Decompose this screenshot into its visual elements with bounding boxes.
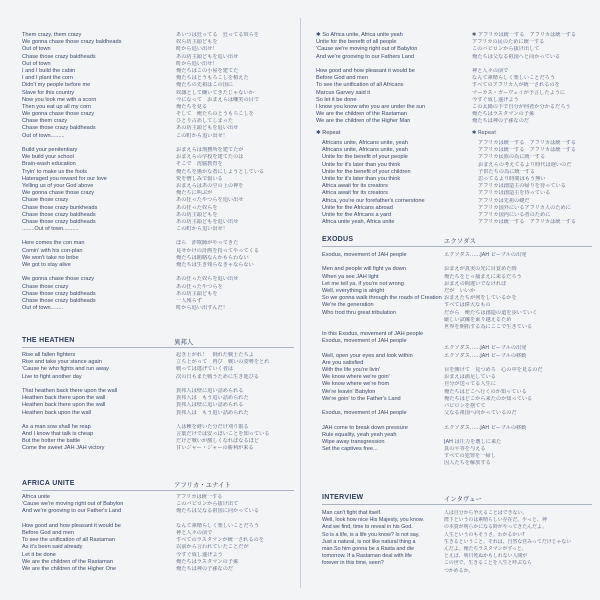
lyric-line: あの坊主頭どもを [176, 211, 218, 218]
lyric-line: Unite for it's later than you think [322, 161, 401, 168]
lyric-line: 'Cause we're moving right out of Babylon [316, 46, 418, 53]
lyric-line: We are the children of the Higher Man [316, 118, 411, 125]
lyric-line: 人は自分から争えることはできない。 [444, 510, 528, 516]
lyric-line: 以前から言われていたことだが [176, 544, 249, 551]
lyric-line: Chase those crazy baldheads [22, 290, 96, 297]
lyric-line: 言葉だけでは安っぽいことを知っている [176, 431, 270, 438]
lyric-line: 俺たちを見る [176, 103, 208, 110]
lyric-line: このバビロンから抜け出して [472, 46, 540, 53]
lyric-line: あの坊主頭どもを追い出せ [176, 218, 239, 225]
lyric-line: あいつは狂ってる 狂ってる奴らを [176, 32, 260, 38]
lyric-line: すべてのラスタマンが統一されるのを [176, 537, 264, 544]
lyric-line [176, 381, 296, 388]
lyric-line: あの坊主頭どもを追い出せ [176, 125, 239, 132]
exodus-title-japanese: エクソダス [444, 237, 476, 245]
lyric-line: Just a natural, is not like natural thing a [322, 538, 416, 545]
lyric-line: 俺たちは神の子孫なのだ [472, 118, 530, 125]
page-gutter [300, 18, 301, 588]
lyric-line: 立ち上がって 再び 戦いの姿勢をとれ [176, 359, 270, 366]
bullet-mark-icon: ✱ [472, 130, 478, 136]
lyric-line [316, 61, 466, 68]
lyric-line: 陛下というのは素晴らしい存在だ。やっと、神 [444, 517, 547, 524]
lyric-line: 生きるということ、それは、自然な営みってだけじゃない [444, 538, 572, 545]
lyric-line: アフリカ国外にいるアフリカ人のために [478, 204, 571, 211]
lyric-line [22, 140, 162, 147]
lyric-line: Chase those crazy bunkheads [22, 204, 98, 211]
lyric-line: man.So him gonna be a Rasta and die [322, 545, 415, 552]
lyric-line: あの狂ったやつらを追い出せ [176, 197, 244, 204]
lyric-line: As a man sow shall he reap [22, 423, 91, 430]
repeat-label-japanese: ✱ Repeat [472, 130, 497, 136]
lyric-line: Yelling us of your God above [22, 182, 94, 189]
lyric-line: Who trod thru great tribulation [322, 309, 396, 316]
exodus-title: EXODUS [322, 236, 354, 243]
lyric-line: Africans unite, Africans unite, yeah [322, 140, 408, 146]
lyric-line: 異邦人は壁に追い詰められる [176, 387, 244, 394]
lyric-line: Didn't my people before me [22, 82, 91, 89]
lyric-line: And we're grooving to our Father's Land [22, 508, 122, 515]
lyric-line: Unite for it's later than you think [322, 175, 401, 182]
left-intro-english [22, 32, 162, 312]
lyric-line [176, 417, 296, 424]
lyric-line: As it's been said already [22, 544, 83, 551]
lyric-line: 異邦人は もう追い詰められた [176, 395, 249, 402]
lyric-line: ほら 詐欺師がやってきた [176, 240, 239, 247]
lyric-line: 神と人々の前で [472, 67, 509, 74]
lyric-line: We're leavin' Babylon [322, 388, 376, 395]
lyric-line: Unite for the benefit of your people [322, 154, 408, 161]
lyric-line: おまえの間違いでなければ [444, 280, 507, 287]
lyric-line: おまえらは刑務所を建てたが [176, 147, 244, 153]
lyric-line: あの狂ったやつらを [176, 283, 223, 290]
lyric-line: 子供たちの為に統一する [478, 168, 536, 175]
left-intro-japanese [176, 32, 296, 312]
heathen-header [22, 337, 294, 351]
lyric-line: Before God and men [22, 529, 74, 536]
lyric-line: エクソダス……JAH ピープルの出発 [444, 345, 527, 352]
lyric-line: We're goin' to the Father's Land [322, 395, 401, 402]
lyric-line: 一人残らず [176, 297, 202, 304]
lyric-line: Heathen back there upon the wall [22, 395, 106, 402]
lyric-line: In this Exodus, movement of JAH people [322, 331, 424, 338]
lyric-line: Africa unite yeah, Africa unite [322, 219, 395, 226]
africa-unite-header [22, 480, 294, 494]
lyric-line: Rise and take your stance again [22, 359, 102, 366]
lyric-line: 戦っては逃げていく者は [176, 366, 234, 373]
interview-rule [322, 504, 592, 505]
lyric-line: 思ってるより時間はもう無い [478, 175, 546, 182]
lyric-line: 異邦人は壁に追い詰められる [176, 402, 244, 409]
lyric-line: 俺たちの先祖はこの国に [176, 82, 234, 89]
lyric-line: だけど戦いが激しくなればなるほど [176, 438, 260, 445]
lyric-line: We got to stay alive [22, 262, 71, 268]
lyric-line: Before God and men [316, 75, 368, 82]
lyric-line: Africa await for its creators [322, 183, 388, 190]
lyric-line: おまえらの学校を建てたのは [176, 154, 244, 161]
lyric-line: なんて素晴らしく楽しいことだろう [472, 75, 556, 82]
lyric-line: Man can't fight that itself. [322, 510, 382, 516]
lyric-line: Out of town [22, 60, 51, 67]
lyric-line: Chase them crazy [22, 118, 68, 125]
lyric-line: We are the children of the Rastaman [22, 558, 113, 565]
lyric-line: 俺たちはこの小屋を建てた [176, 67, 239, 74]
interview-japanese [444, 510, 594, 575]
lyric-line: Unite for the benefit of all people [316, 39, 397, 46]
lyric-line: So let it be done [316, 96, 357, 103]
repeat-japanese [478, 140, 596, 226]
lyric-line: 厳しい試練を乗り越えるため [444, 316, 512, 323]
lyric-line: When ya see JAH light [322, 273, 379, 280]
lyric-line: Exodus, movement of JAH people [322, 338, 407, 345]
lyric-line: 甘いジャー・ジャーの勝利が来る [176, 445, 254, 452]
lyric-line: の本質が明らかになる時がやってきたんだよ。 [444, 524, 547, 531]
lyric-line: 町から追い出せ！ [176, 60, 218, 67]
lyric-line: Unite for the Africans abroad [322, 204, 393, 211]
lyric-line: 俺たちは賄賂なんかもらわない [176, 254, 249, 261]
lyric-line: Out of town [22, 46, 51, 53]
lyric-line: 父なる祖国へ向かっているのだ [444, 410, 517, 417]
lyric-line: あの狂った奴らを [176, 204, 218, 211]
lyric-line: バビロンを捨てて [444, 402, 486, 409]
lyric-line: ✱ So Africa unite, Africa unite yeah [316, 32, 403, 38]
lyric-line: We are the children of the Higher One [22, 565, 117, 572]
lyric-line: 俺たちはどこから来たのか知っている [444, 395, 533, 402]
lyric-line: だから 俺たちは創造の道を歩いていく [444, 309, 538, 316]
lyric-line [444, 259, 594, 266]
africa-unite-rule [22, 490, 294, 491]
lyric-line: But the hotter the battle [22, 438, 81, 445]
lyric-line: Hateraged you reward for our love [22, 175, 107, 182]
lyric-line: Heathen back there upon the wall [22, 402, 106, 409]
lyric-line: Live to fight another day [22, 373, 82, 380]
lyric-line: 自分が送ってる人生に [444, 381, 496, 388]
lyric-line: We gonna chase those crazy [22, 190, 95, 197]
lyric-line: アフリカは統一する アフリカは統一する [478, 140, 577, 146]
lyric-line [444, 432, 594, 439]
lyric-line: tomorrow. If a Rastaman deal with life [322, 553, 412, 560]
lyric-line: Men and people will fight ya down [322, 266, 406, 273]
africa-unite-title: AFRICA UNITE [22, 480, 75, 487]
lyric-line: Africans unite, Africans unite, yeah [322, 147, 408, 154]
lyric-line: アフリカは統一する アフリカは統一する [478, 147, 577, 154]
lyric-line [22, 417, 162, 424]
lyric-line: Chase those crazy [22, 283, 69, 290]
lyric-line: Exodus, movement of JAH people [322, 410, 407, 417]
lyric-line: Rise all fallen fighters [22, 352, 76, 358]
lyric-line: We won't take no bribe [22, 254, 79, 261]
lyric-line: Slave for this country [22, 89, 75, 96]
lyric-line: おまえらはあの空の上の神を [176, 182, 244, 189]
lyric-line: Chase those crazy baldheads [22, 297, 96, 304]
lyric-line: 今になって おまえらは嘲笑の目で [176, 96, 260, 103]
lyric-line: Out of town........ [22, 305, 64, 312]
lyric-line: And we find, time to reveal in his God. [322, 524, 413, 531]
lyric-line: So we gonna walk through the roads of Creation [322, 295, 442, 302]
lyric-line: このバビロンから抜け出て [176, 501, 239, 508]
repeat-label: ✱ Repeat [316, 130, 341, 136]
lyric-line: 今すぐ成し遂げよう [176, 551, 223, 558]
lyric-line: んだよ。俺たちラスタマンがずっと、 [444, 545, 527, 552]
lyric-line: Let me tell ya, if you're not wrong [322, 280, 404, 287]
lyric-line: Let it be done [22, 551, 56, 558]
lyric-line: Africa, you're our forefather's cornerstone [322, 197, 425, 204]
lyric-line: I and I build the cabin [22, 67, 76, 74]
lyric-line: 俺たちは生き残らなきゃならない [176, 262, 254, 268]
lyric-line: We gonna chase those crazy [22, 111, 95, 118]
lyric-line: この太陽の下で自分が何者か分かるだろう [472, 103, 571, 110]
lyric-line [176, 269, 296, 276]
lyric-line: I and I plant the corn [22, 75, 73, 82]
lyric-line [444, 338, 594, 345]
interview-header [322, 494, 592, 508]
lyric-line: そして 俺たちのとうもろこしを [176, 111, 254, 118]
lyric-line: あの坊主頭どもを追い出せ [176, 53, 239, 60]
lyric-line: Build your penitentiary [22, 147, 78, 153]
lyric-line [444, 331, 594, 338]
lyric-line: We know where we're from [322, 381, 390, 388]
lyric-line: 真の平等を与える [444, 446, 486, 453]
heathen-japanese [176, 352, 296, 453]
lyric-line: 俺たちは父なる祖国に向かっている [176, 508, 260, 515]
heathen-english [22, 352, 162, 453]
lyric-line [176, 516, 296, 523]
lyric-line: How good and how pleasant it would be [316, 67, 415, 74]
lyric-line: エクソダス……JAH ピープルの移動 [444, 352, 527, 359]
lyric-line: アフリカは創造主の帰りを待っている [478, 183, 566, 190]
lyric-line: 次の日もまた戦うために生き延びる [176, 373, 260, 380]
lyric-line: Brain-wash education [22, 161, 76, 168]
lyric-line: To see the unification of all Rastaman [22, 537, 115, 544]
lyric-line: Africa unite [22, 494, 50, 500]
heathen-title: THE HEATHEN [22, 337, 75, 344]
exodus-japanese [444, 252, 594, 468]
lyric-line: あの坊主頭どもを [176, 290, 218, 297]
lyric-line: アフリカは統一する アフリカは統一する [478, 219, 577, 226]
lyric-line: I know you know who you are under the sun [316, 103, 426, 110]
lyric-line: 俺たちは神の子孫なのだ [176, 565, 234, 572]
bullet-mark-icon: ✱ [316, 130, 323, 136]
lyric-line [22, 516, 162, 523]
lyric-line: すべてのアフリカ人が統一されるのを [472, 82, 560, 89]
lyric-line: Well, everything is alright [322, 287, 385, 294]
lyric-line: 今すぐ成し遂げよう [472, 96, 519, 103]
lyric-line: 見せかけの計画を持ってやってくる [176, 247, 260, 254]
lyric-line: なんて素晴らしく楽しいことだろう [176, 522, 260, 529]
lyric-line [22, 269, 162, 276]
lyric-line: 俺たちをとっ捕まえに来るだろう [444, 273, 522, 280]
lyric-line [176, 140, 296, 147]
lyric-line: We gonna chase those crazy [22, 276, 95, 283]
lyric-line: Heathen back upon the wall [22, 409, 92, 416]
lyric-line: アフリカ民族の為に統一する [478, 154, 546, 161]
lyric-line: つかめるか。 [444, 567, 474, 574]
lyric-line: 俺たちはどこへ行くのか知っている [444, 388, 527, 395]
lyric-line: おまえが真実の光に目覚めた時 [444, 266, 517, 273]
lyric-line: Rule equality, yeah yeah yeah [322, 431, 397, 438]
lyric-line: 神と人々の前で [176, 529, 213, 536]
lyric-line: 人は種を蒔いた分だけ刈り取る [176, 423, 249, 430]
lyric-line: Chase those crazy baldheads [22, 211, 96, 218]
lyric-line: Set the captives free... [322, 446, 378, 453]
lyric-line: 囚人たちを解放する [444, 460, 491, 467]
lyric-line: Chase those crazy baldheads [22, 218, 96, 225]
lyric-line: すべては偉大なもの [444, 302, 491, 309]
lyric-line: To see the unification of all Africans [316, 82, 404, 89]
lyric-line: アフリカは統一する [176, 494, 223, 500]
lyric-line: 俺たちは父なる祖国へと向かっている [472, 53, 561, 60]
lyric-line: Chase those crazy baldheads [22, 53, 96, 60]
lyric-line [444, 417, 594, 424]
lyric-line: With the life you're livin' [322, 367, 381, 373]
lyric-line: Come the sweet JAH JAH victory [22, 445, 105, 452]
lyric-line [176, 233, 296, 240]
lyric-line: forever in this time, seen? [322, 560, 384, 567]
lyric-line: Well, look how nice His Majesty, you know. [322, 517, 424, 524]
lyric-line: Chase those crazy baldheads [22, 125, 96, 132]
lyric-line: ........Out of town.......... [22, 226, 79, 233]
lyric-line: Unite for the benefit of your children [322, 168, 411, 175]
lyric-line: おまえたちが何をしているかを [444, 295, 517, 302]
lyric-line: 'Cause he who fights and run away [22, 366, 109, 373]
lyric-line: アフリカの民のために統一する [472, 39, 545, 46]
lyric-line: 起き上がれ！ 倒れた戦士たちよ [176, 352, 254, 358]
lyric-line: 俺たちを愚かな者にしようとしている [176, 168, 265, 175]
lyric-line: 人生というのもそうさ。わかるかい? [444, 531, 525, 538]
lyric-line: Unite for the Africans a yard [322, 211, 392, 218]
lyric-line: 町から追い出すんだ！ [176, 305, 228, 312]
lyric-line: エクソダス……JAH ピープルの移動 [444, 424, 527, 431]
lyric-line: Wipe away transgression [322, 438, 385, 445]
exodus-rule [322, 246, 592, 247]
lyric-line [22, 381, 162, 388]
lyric-line: And I know that talk is cheap [22, 431, 94, 438]
lyric-line: JAH は圧力を壊しに来た [444, 438, 502, 445]
lyric-line: We gonna chase those crazy baldheads [22, 39, 122, 46]
lyric-line: Now you look me with a scorn [22, 96, 97, 103]
heathen-rule [22, 347, 294, 348]
exodus-header [322, 236, 592, 250]
lyric-line: Marcus Garvey said it [316, 89, 371, 96]
lyric-line: Them crazy, them crazy [22, 32, 82, 38]
lyric-line: だが いいか [444, 287, 476, 294]
lyric-line: Tryin' to make us the fools [22, 168, 87, 175]
lyric-line: Out of town......... [22, 132, 65, 139]
lyric-line: 奴隷として働いてきたじゃないか [176, 89, 254, 96]
lyric-line: JAH come to break down pressure [322, 424, 408, 431]
lyric-line: 俺たちはラスタマンの子孫 [472, 111, 535, 118]
lyric-line: あの狂った奴らを追い出せ [176, 276, 239, 283]
lyric-line [22, 233, 162, 240]
lyric-line: Comin' with his con-plan [22, 247, 83, 254]
lyric-line: 俺たちに叫ぶが [176, 190, 213, 197]
lyric-line: That heathen back there upon the wall [22, 387, 118, 394]
lyric-line: 町から追い出せ！ [176, 46, 218, 53]
lyric-line: 'Cause we're moving right out of Babylon [22, 501, 124, 508]
lyric-line: とえば、明日死ぬかもしれない人間が [444, 553, 528, 560]
africa-unite-english [22, 494, 162, 573]
lyric-line: 俺たちはとうもろこしを植えた [176, 75, 249, 82]
interview-title: INTERVIEW [322, 494, 364, 501]
lyric-line: 俺たちはラスタマンの子孫 [176, 558, 239, 565]
repeat-english [322, 140, 472, 226]
lyric-line: ✱ アフリカは統一する アフリカは統一する [472, 32, 577, 38]
lyric-line: そこで 洗脳教育を [176, 161, 223, 168]
interview-english [322, 510, 462, 568]
lyric-line [472, 61, 596, 68]
africa-unite-japanese [176, 494, 296, 573]
lyric-line: We know where we're goin' [322, 374, 390, 381]
lyric-line: この町から追い出せ！ [176, 132, 228, 139]
africa-unite-title-japanese: アフリカ・ユナイト [174, 481, 231, 489]
lyric-line: How good and how pleasant it would be [22, 522, 121, 529]
lyric-line: Africa await for its creators [322, 190, 388, 197]
lyric-line: Then you eat up all my corn [22, 103, 92, 110]
lyric-line: アフリカは先祖の礎だ [478, 197, 530, 204]
lyric-line: Exodus, movement of JAH people [322, 252, 407, 258]
lyric-line: 愛を憎しみで報いる [176, 175, 223, 182]
lyric-line: おまえらの考えてるより時代は遅いのだ [478, 161, 572, 168]
lyric-line: アフリカ国内にいる者のために [478, 211, 551, 218]
lyric-line: おまえは満足している [444, 374, 496, 381]
lyric-line: And we're grooving to our Fathers Land [316, 53, 415, 60]
right-top-english [316, 32, 466, 125]
lyric-line: Are you satisfied [322, 359, 364, 366]
lyric-line: この世で、生きることを人生と呼ぶなら [444, 560, 532, 567]
lyric-line: Well, open your eyes and look within [322, 352, 413, 359]
lyric-line: すべての犯罪を一掃し [444, 453, 496, 460]
lyric-line: この町から追い出せ！ [176, 226, 228, 233]
lyric-line: We are the children of the Rastaman [316, 111, 407, 118]
lyric-line: Chase those crazy [22, 197, 69, 204]
lyric-line: 世界を開拓する為にここで生きている [444, 323, 533, 330]
right-top-japanese [472, 32, 596, 125]
lyric-line: So is a life, is a life you know? Is not say, [322, 531, 420, 538]
lyric-line: We're the generation [322, 302, 374, 309]
lyric-line: エクソダス……JAH ピープルの出発 [444, 252, 527, 258]
lyric-line: Here comes the con man [22, 240, 85, 247]
lyric-line: マーカス・ガーヴェイが予言したように [472, 89, 566, 96]
interview-title-japanese: インタヴュー [444, 495, 482, 503]
lyric-line: 異邦人は もう追い詰められた [176, 409, 249, 416]
heathen-title-japanese: 異邦人 [174, 338, 194, 346]
lyric-line: 奴ら坊主頭どもを [176, 39, 218, 46]
lyric-line [444, 360, 594, 367]
lyric-line: 目を開けて 見つめろ 心の中を見るのだ [444, 367, 543, 373]
lyric-line: アフリカは創造主を待っている [478, 190, 551, 197]
lyric-line: ひとり占めしてしまった [176, 118, 234, 125]
lyric-line: We build your school [22, 154, 74, 161]
